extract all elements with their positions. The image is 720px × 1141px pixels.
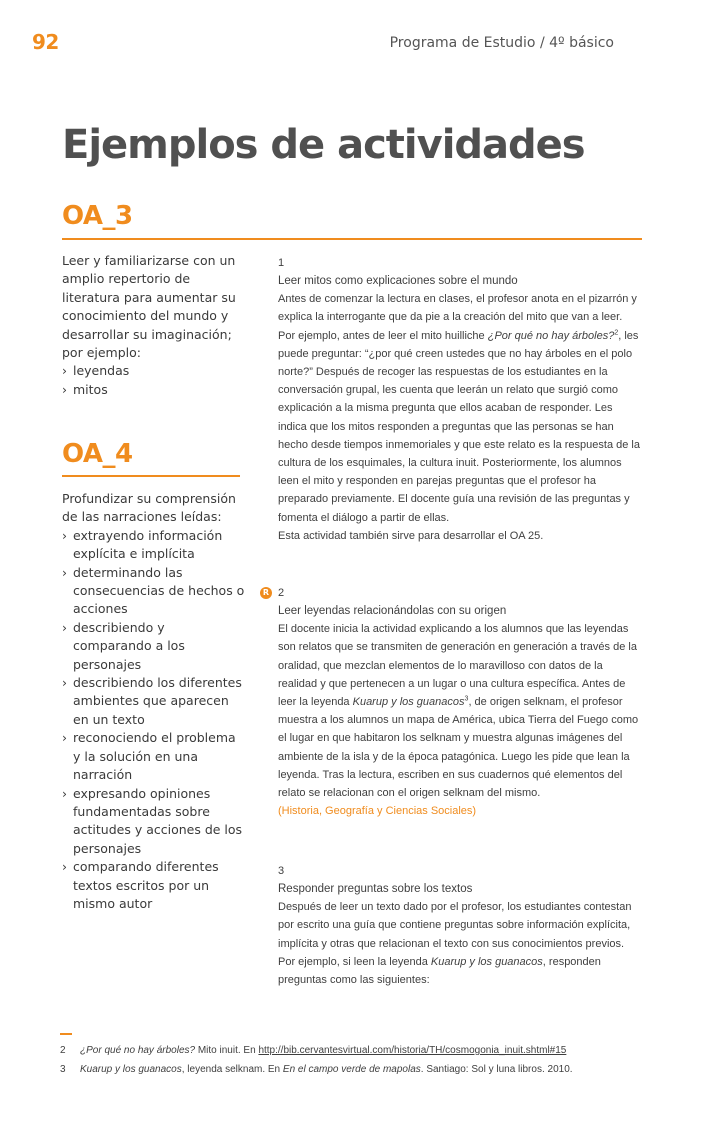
body-text: El docente inicia la actividad explicando a los alumnos que las leyendas son relatos que se transmiten de generación en generación a través de la oralidad, que mezclan elementos de lo maravilloso con datos de la realidad y que pertenecen a un lugar o una cultura específica. Antes de leer la leyenda	[278, 623, 637, 709]
oa3-description	[62, 252, 246, 399]
footnote-ref: 3	[464, 695, 469, 703]
chevron-right-icon: ›	[62, 675, 67, 691]
body-text: Después de leer un texto dado por el profesor, los estudiantes contestan por escrito una guía que contiene preguntas sobre información explícita, implícita y otras que relacionan el texto con sus conocimientos previos. Por ejemplo, si leen la leyenda	[278, 901, 632, 968]
oa4-description	[62, 490, 246, 913]
oa4-list	[62, 527, 246, 914]
list-item	[62, 362, 246, 380]
footnote-divider	[60, 1033, 72, 1035]
activity-title: Leer leyendas relacionándolas con su origen	[278, 605, 507, 617]
body-text: Antes de comenzar la lectura en clases, el profesor anota en el pizarrón y explica la interrogante que da pie a la creación del mito que van a leer. Por ejemplo, antes de leer el mito huilliche	[278, 293, 637, 342]
footnote-text: . Santiago: Sol y luna libros. 2010.	[420, 1064, 573, 1075]
activity-1	[278, 254, 642, 545]
list-item	[62, 858, 246, 913]
footnote-number: 2	[60, 1045, 66, 1056]
chevron-right-icon: ›	[62, 785, 67, 801]
activity-number: 3	[278, 865, 285, 877]
footnote-title: ¿Por qué no hay árboles?	[80, 1045, 196, 1056]
list-item-text: reconociendo el problema y la solución en una narración	[73, 730, 236, 783]
page-title: Ejemplos de actividades	[62, 122, 585, 168]
list-item	[62, 729, 246, 784]
oa4-heading: OA_4	[62, 439, 133, 469]
footnote-title: Kuarup y los guanacos	[80, 1064, 182, 1075]
activity-title: Leer mitos como explicaciones sobre el mundo	[278, 275, 518, 287]
chevron-right-icon: ›	[62, 363, 67, 379]
chevron-right-icon: ›	[62, 619, 67, 635]
activity-number: 1	[278, 257, 285, 269]
activity-body	[278, 898, 642, 989]
oa3-heading: OA_3	[62, 201, 133, 231]
list-item	[62, 619, 246, 674]
footnote-number: 3	[60, 1064, 66, 1075]
activity-note: Esta actividad también sirve para desarrollar el OA 25.	[278, 529, 544, 542]
list-item	[62, 527, 246, 564]
list-item	[62, 564, 246, 619]
list-item-text: determinando las consecuencias de hechos o acciones	[73, 564, 245, 617]
activity-number: 2	[278, 587, 285, 599]
interdisciplinary-icon: R	[260, 587, 272, 599]
activity-body	[278, 290, 642, 527]
oa3-intro: Leer y familiarizarse con un amplio repertorio de literatura para aumentar su conocimiento del mundo y desarrollar su imaginación; por ejemplo:	[62, 253, 236, 361]
list-item-text: comparando diferentes textos escritos por un mismo autor	[73, 859, 219, 911]
page-number: 92	[32, 30, 59, 54]
list-item	[62, 674, 246, 729]
activity-title: Responder preguntas sobre los textos	[278, 883, 473, 895]
list-item	[62, 381, 246, 399]
chevron-right-icon: ›	[62, 381, 67, 397]
list-item-text: extrayendo información explícita e implícita	[73, 527, 223, 562]
chevron-right-icon: ›	[62, 730, 67, 746]
activity-3	[278, 862, 642, 989]
oa4-divider	[62, 475, 240, 477]
footnote-link[interactable]: http://bib.cervantesvirtual.com/historia/TH/cosmogonia_inuit.shtml#15	[258, 1045, 567, 1056]
footnote-1	[60, 1045, 566, 1056]
footnote-text: , leyenda selknam. En	[181, 1064, 283, 1075]
chevron-right-icon: ›	[62, 564, 67, 580]
list-item	[62, 785, 246, 859]
list-item-text: leyendas	[73, 363, 130, 379]
body-text: , responden preguntas como las siguientes:	[278, 955, 601, 987]
list-item-text: mitos	[73, 381, 108, 397]
text-title: Kuarup y los guanacos	[352, 696, 465, 709]
subject-link: (Historia, Geografía y Ciencias Sociales)	[278, 805, 477, 818]
oa4-intro: Profundizar su comprensión de las narraciones leídas:	[62, 491, 236, 525]
oa3-list	[62, 362, 246, 399]
footnote-ref: 2	[614, 328, 619, 336]
list-item-text: describiendo y comparando a los personajes	[73, 619, 185, 672]
running-head: Programa de Estudio / 4º básico	[389, 35, 614, 51]
oa3-divider	[62, 238, 642, 240]
text-title: ¿Por qué no hay árboles?	[487, 329, 615, 342]
body-text: , de origen selknam, el profesor muestra a los alumnos un mapa de América, ubica Tierra del Fuego como el lugar en que habitaron los selknam y muestra algunas imágenes del ambiente de la isla y de la época patagónica. Luego les pide que lean la leyenda. Tras la lectura, escriben en sus cuadernos qué elementos del relato se relacionan con el origen selknam del mismo.	[278, 696, 639, 800]
list-item-text: describiendo los diferentes ambientes que aparecen en un texto	[73, 675, 242, 727]
footnote-book-title: En el campo verde de mapolas	[282, 1064, 421, 1075]
footnote-text: Mito inuit. En	[195, 1045, 259, 1056]
list-item-text: expresando opiniones fundamentadas sobre actitudes y acciones de los personajes	[73, 785, 243, 856]
activity-2	[278, 584, 642, 820]
chevron-right-icon: ›	[62, 527, 67, 543]
text-title: Kuarup y los guanacos	[430, 955, 543, 968]
activity-body	[278, 620, 642, 802]
chevron-right-icon: ›	[62, 859, 67, 875]
footnote-2	[60, 1064, 573, 1075]
body-text: , les puede preguntar: “¿por qué creen ustedes que no hay árboles en el polo norte?” Después de recoger las respuestas de los estudiantes en la conversación grupal, les cuenta que leerán un relato que surgió como explicación a la misma pregunta que ellos acaban de responder. Les indica que los mitos responden a preguntas que las personas se han hecho desde tiempos inmemoriales y que este relato es la respuesta de la cultura de los esquimales, la cultura inuit. Posteriormente, los alumnos leen el mito y responden en parejas preguntas que el profesor ha preparado previamente. El docente guía una revisión de las preguntas y fomenta el diálogo a partir de ellas.	[278, 329, 640, 524]
